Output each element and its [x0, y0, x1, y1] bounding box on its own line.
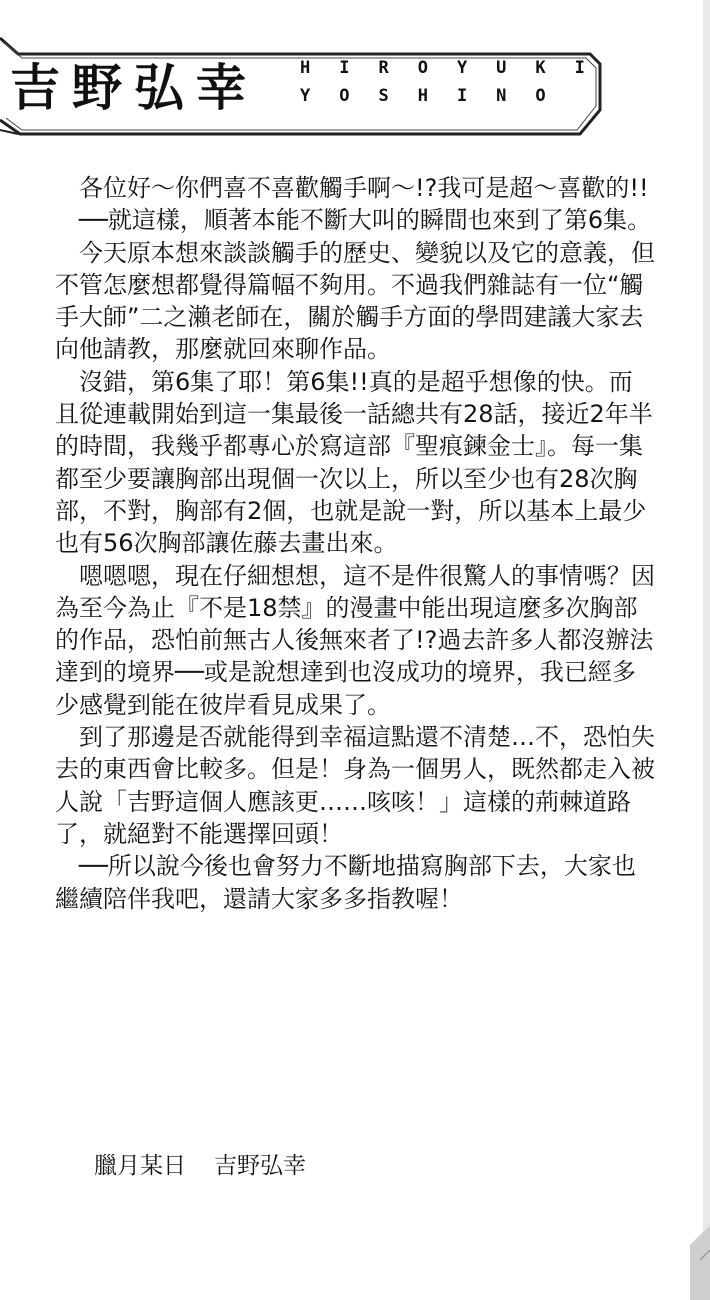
essay-paragraph: 到了那邊是否就能得到幸福這點還不清楚…不，恐怕失去的東西會比較多。但是！身為一個男人，既然都走入被人說「吉野這個人應該更……咳咳！」這樣的荊棘道路了，就絕對不能選擇回頭！: [55, 723, 655, 848]
essay-paragraph: 今天原本想來談談觸手的歷史、變貌以及它的意義，但不管怎麼想都覺得篇幅不夠用。不過我們雜誌有一位“觸手大師”二之瀨老師在，關於觸手方面的學問建議大家去向他請教，那麼就回來聊作品。: [55, 238, 655, 364]
essay-paragraph: ──就這樣，順著本能不斷大叫的瞬間也來到了第6集。: [79, 206, 652, 235]
essay-paragraph: 沒錯，第6集了耶！第6集!!真的是超乎想像的快。而且從連載開始到這一集最後一話總共有28話，接近2年半的時間，我幾乎都專心於寫這部『聖痕鍊金士』。每一集都至少要讓胸部出現個一次以上，所以至少也有28次胸部，不對，胸部有2個，也就是說一對，所以基本上最少也有56次胸部讓佐藤去畫出來。: [55, 367, 653, 558]
author-romaji-family: YOSHINO: [300, 86, 575, 106]
essay-paragraph: 各位好～你們喜不喜歡觸手啊～!?我可是超～喜歡的!!: [79, 174, 649, 202]
essay-paragraph: ──所以說今後也會努力不斷地描寫胸部下去，大家也繼續陪伴我吧，還請大家多多指教喔！: [55, 852, 636, 913]
signature-date: 臘月某日: [94, 1153, 186, 1179]
author-name-title: 吉野弘幸: [10, 58, 258, 117]
afterword-essay: [55, 172, 655, 915]
signature-line: [94, 1151, 306, 1181]
signature-name: 吉野弘幸: [214, 1153, 306, 1179]
author-romaji-given: HIROYUKI: [300, 58, 614, 78]
essay-paragraph: 嗯嗯嗯，現在仔細想想，這不是件很驚人的事情嗎？因為至今為止『不是18禁』的漫畫中能出現這麼多次胸部的作品，恐怕前無古人後無來者了!?過去許多人都沒辦法達到的境界──或是說想達到也沒成功的境界，我已經多少感覺到能在彼岸看見成果了。: [55, 561, 655, 719]
